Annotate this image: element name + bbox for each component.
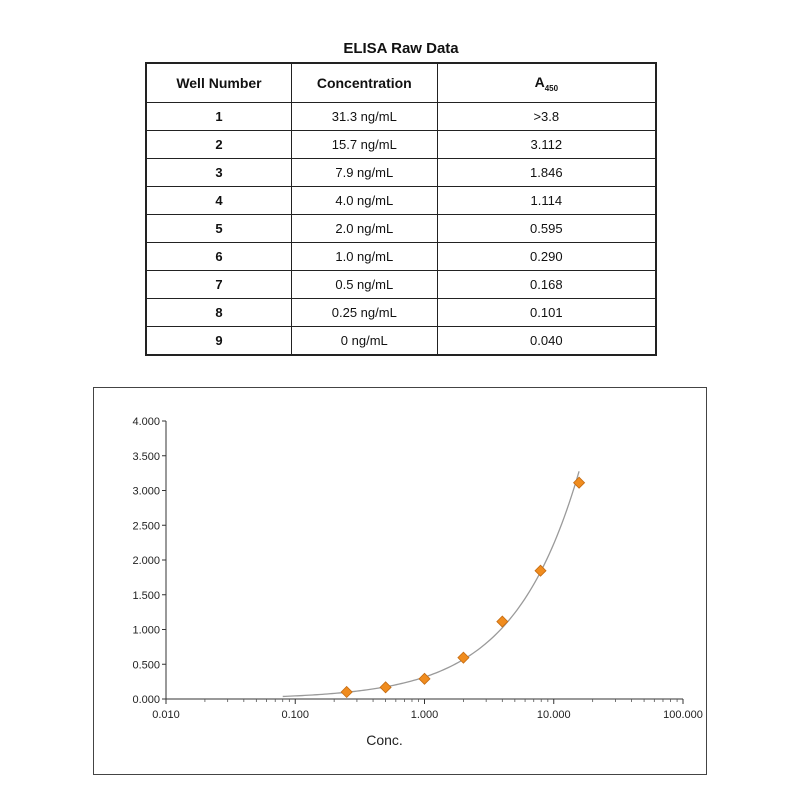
data-point-diamond xyxy=(574,477,585,488)
y-tick-label: 1.500 xyxy=(132,589,160,602)
chart-axes xyxy=(132,416,702,721)
header-well-number: Well Number xyxy=(146,63,291,103)
absorbance-cell: 3.112 xyxy=(437,131,656,159)
data-point-diamond xyxy=(380,682,391,693)
absorbance-cell: 0.101 xyxy=(437,299,656,327)
concentration-cell: 0.25 ng/mL xyxy=(291,299,437,327)
concentration-cell: 2.0 ng/mL xyxy=(291,215,437,243)
data-point-diamond xyxy=(535,565,546,576)
well-number-cell: 9 xyxy=(146,327,291,356)
concentration-cell: 1.0 ng/mL xyxy=(291,243,437,271)
x-tick-label: 1.000 xyxy=(410,709,439,721)
header-absorbance-main: A xyxy=(534,73,545,90)
absorbance-cell: 1.114 xyxy=(437,187,656,215)
well-number-cell: 1 xyxy=(146,103,291,131)
table-title: ELISA Raw Data xyxy=(343,40,459,57)
table-row xyxy=(146,299,656,327)
header-absorbance-subscript: 450 xyxy=(544,83,559,93)
header-concentration: Concentration xyxy=(291,63,437,103)
y-tick-label: 3.000 xyxy=(132,485,160,498)
table-row xyxy=(146,103,656,131)
concentration-cell: 0 ng/mL xyxy=(291,327,437,356)
absorbance-cell: 0.040 xyxy=(437,327,656,356)
standard-curve-chart xyxy=(94,388,706,774)
well-number-cell: 4 xyxy=(146,187,291,215)
absorbance-cell: 0.168 xyxy=(437,271,656,299)
data-point-diamond xyxy=(419,673,430,684)
data-point-diamond xyxy=(341,686,352,697)
table-row xyxy=(146,271,656,299)
table-row xyxy=(146,159,656,187)
well-number-cell: 6 xyxy=(146,243,291,271)
x-tick-label: 0.100 xyxy=(281,709,310,721)
well-number-cell: 8 xyxy=(146,299,291,327)
x-axis-label: Conc. xyxy=(366,732,403,748)
well-number-cell: 5 xyxy=(146,215,291,243)
y-tick-label: 0.000 xyxy=(132,694,160,706)
chart-frame xyxy=(93,387,707,775)
table-row xyxy=(146,215,656,243)
table-row xyxy=(146,243,656,271)
y-tick-label: 0.500 xyxy=(132,659,160,672)
absorbance-cell: 1.846 xyxy=(437,159,656,187)
y-tick-label: 1.000 xyxy=(132,624,160,637)
x-tick-label: 10.000 xyxy=(536,709,571,721)
well-number-cell: 3 xyxy=(146,159,291,187)
concentration-cell: 31.3 ng/mL xyxy=(291,103,437,131)
well-number-cell: 7 xyxy=(146,271,291,299)
header-absorbance xyxy=(437,63,656,103)
concentration-cell: 4.0 ng/mL xyxy=(291,187,437,215)
x-tick-label: 100.000 xyxy=(663,709,703,721)
chart-trendline-layer xyxy=(283,471,579,696)
data-point-diamond xyxy=(497,616,508,627)
well-number-cell: 2 xyxy=(146,131,291,159)
y-tick-label: 4.000 xyxy=(132,416,160,428)
absorbance-cell: 0.290 xyxy=(437,243,656,271)
chart-points-layer xyxy=(341,477,584,697)
concentration-cell: 0.5 ng/mL xyxy=(291,271,437,299)
elisa-raw-data-table xyxy=(145,62,657,356)
concentration-cell: 15.7 ng/mL xyxy=(291,131,437,159)
table-row xyxy=(146,131,656,159)
absorbance-cell: 0.595 xyxy=(437,215,656,243)
trendline-curve xyxy=(283,471,579,696)
y-tick-label: 3.500 xyxy=(132,450,160,463)
table-header-row xyxy=(146,63,656,103)
y-tick-label: 2.000 xyxy=(132,555,160,567)
table-row xyxy=(146,187,656,215)
y-tick-label: 2.500 xyxy=(132,520,160,533)
table-row xyxy=(146,327,656,356)
x-tick-label: 0.010 xyxy=(152,709,180,721)
absorbance-cell: >3.8 xyxy=(437,103,656,131)
concentration-cell: 7.9 ng/mL xyxy=(291,159,437,187)
